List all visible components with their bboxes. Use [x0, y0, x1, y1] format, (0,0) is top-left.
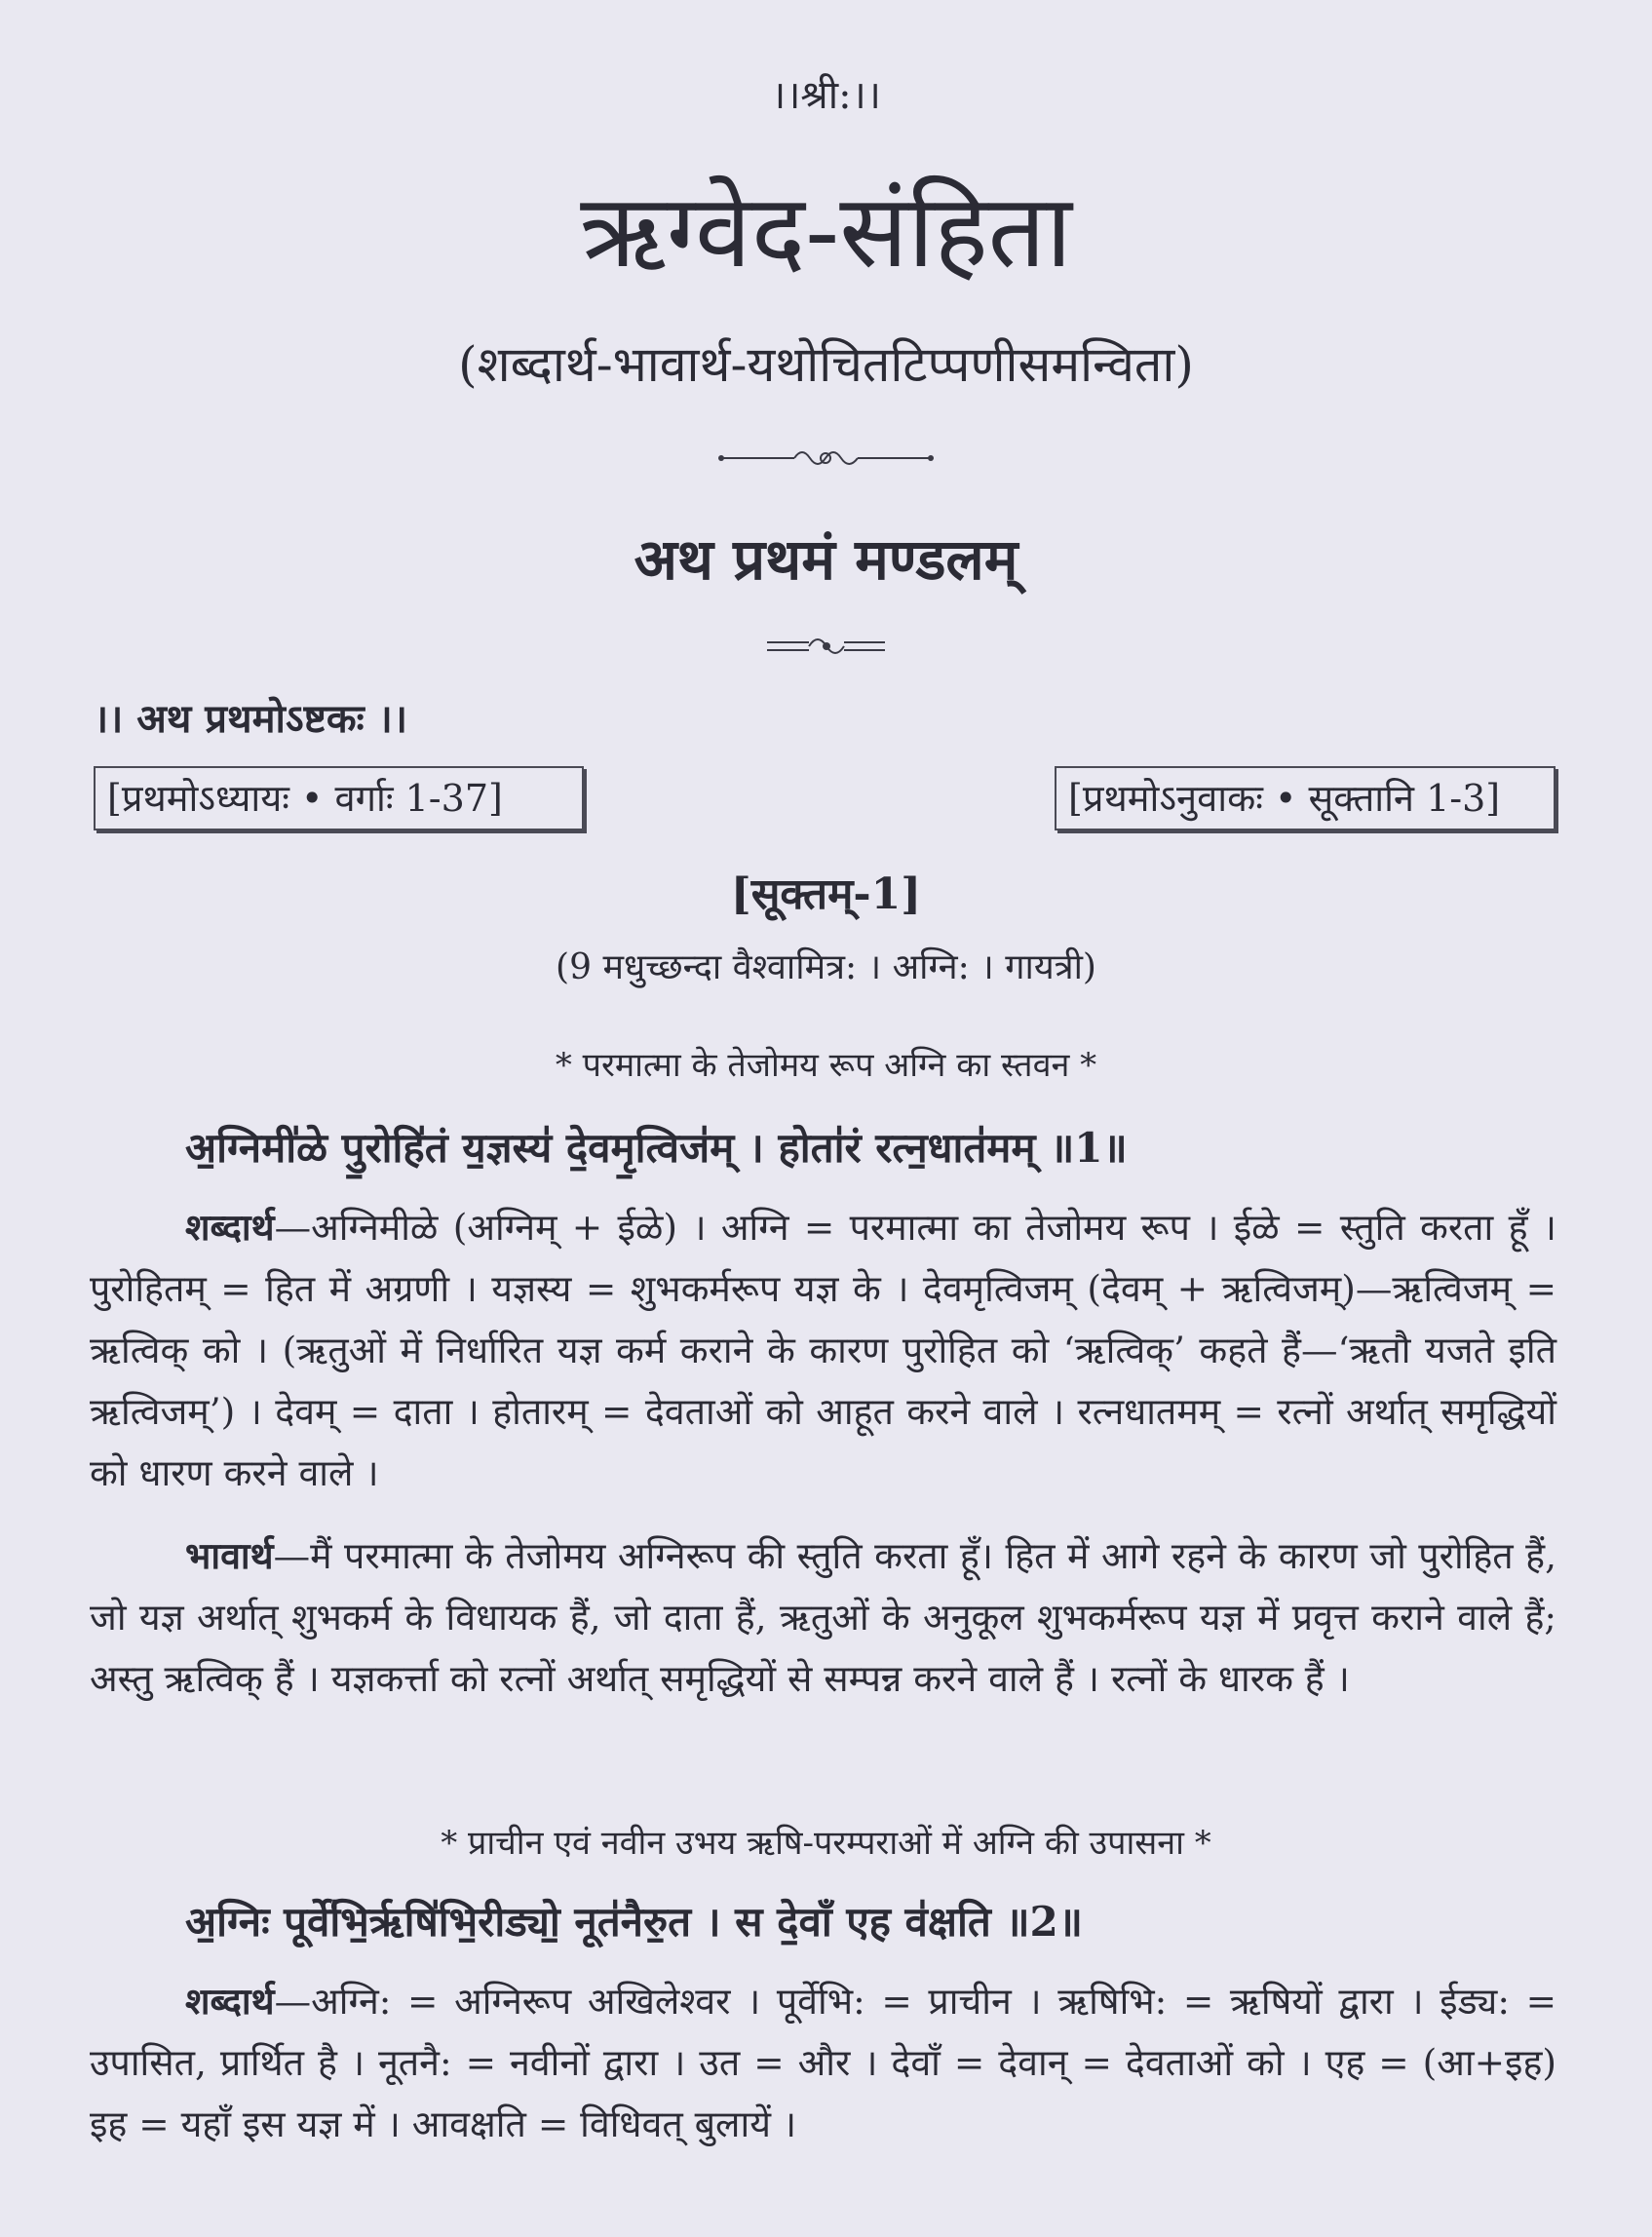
word-meaning-paragraph-1 [90, 1197, 1556, 1504]
adhyaya-label-box: [प्रथमोऽध्यायः • वर्गाः 1-37] [94, 766, 584, 830]
word-meaning-paragraph-2 [90, 1971, 1556, 2155]
subtitle: (शब्दार्थ-भावार्थ-यथोचितटिप्पणीसमन्विता) [458, 336, 1194, 393]
paragraph-label: शब्दार्थ [185, 1980, 275, 2023]
ashtaka-heading: ।। अथ प्रथमोऽष्टकः ।। [94, 696, 407, 742]
section-heading-1: * परमात्मा के तेजोमय रूप अग्नि का स्तवन * [555, 1046, 1097, 1085]
paragraph-label: भावार्थ [185, 1534, 274, 1577]
page-title: ऋग्वेद-संहिता [580, 172, 1072, 290]
paragraph-text: —अग्नि: = अग्निरूप अखिलेश्वर । पूर्वेभि: = प्राचीन । ऋषिभि: = ऋषियों द्वारा । ईड्य: = उपासित, प्रार्थित है । नूतनै: = नवीनों द्वारा । उत = और । देवाँ = देवान् = देवताओं को । एह = (आ+इह) इह = यहाँ इस यज्ञ में । आवक्षति = विधिवत् बुलायें । [90, 1980, 1556, 2145]
section-heading-2: * प्राचीन एवं नवीन उभय ऋषि-परम्पराओं में अग्नि की उपासना * [441, 1824, 1211, 1863]
mantra-verse-2: अ॒ग्निः पूर्वे॑भि॒र्ऋषि॑भि॒रीड्यो॒ नूत॑नैरु॒त । स दे॒वाँ एह व॑क्षति ॥2॥ [185, 1898, 1083, 1946]
gist-paragraph-1 [90, 1525, 1556, 1710]
sukta-heading: [सूक्तम्-1] [730, 869, 922, 919]
mantra-verse-1: अ॒ग्निमी॑ळे पु॒रोहि॑तं य॒ज्ञस्य॑ दे॒वमृ॒त्विज॑म् । होता॑रं रत्न॒धात॑मम् ॥1॥ [185, 1124, 1128, 1172]
paragraph-text: —अग्निमीळे (अग्निम् + ईळे) । अग्नि = परमात्मा का तेजोमय रूप । ईळे = स्तुति करता हूँ । पुरोहितम् = हित में अग्रणी । यज्ञस्य = शुभकर्मरूप यज्ञ के । देवमृत्विजम् (देवम् + ऋत्विजम्)—ऋत्विजम् = ऋत्विक् को । (ऋतुओं में निर्धारित यज्ञ कर्म कराने के कारण पुरोहित को ‘ऋत्विक्’ कहते हैं—‘ऋतौ यजते इति ऋत्विजम्’) । देवम् = दाता । होतारम् = देवताओं को आहूत करने वाले । रत्नधातमम् = रत्नों अर्थात् समृद्धियों को धारण करने वाले । [90, 1206, 1556, 1494]
paragraph-label: शब्दार्थ [185, 1206, 275, 1249]
invocation-text: ।।श्री:।। [771, 73, 881, 118]
anuvaka-label-box: [प्रथमोऽनुवाकः • सूक्तानि 1-3] [1055, 766, 1556, 830]
paragraph-text: —मैं परमात्मा के तेजोमय अग्निरूप की स्तुति करता हूँ। हित में आगे रहने के कारण जो पुरोहित हैं, जो यज्ञ अर्थात् शुभकर्म के विधायक हैं, जो दाता हैं, ऋतुओं के अनुकूल शुभकर्मरूप यज्ञ में प्रवृत्त कराने वाले हैं; अस्तु ऋत्विक् हैं । यज्ञकर्त्ता को रत्नों अर्थात् समृद्धियों से सम्पन्न करने वाले हैं । रत्नों के धारक हैं । [90, 1534, 1556, 1700]
ornament-divider-middle [0, 627, 1652, 666]
ornament-divider-top [0, 439, 1652, 478]
mandala-heading: अथ प्रथमं मण्डलम् [634, 526, 1018, 593]
sukta-metadata: (9 मधुच्छन्दा वैश्वामित्र: । अग्नि: । गायत्री) [556, 947, 1096, 987]
